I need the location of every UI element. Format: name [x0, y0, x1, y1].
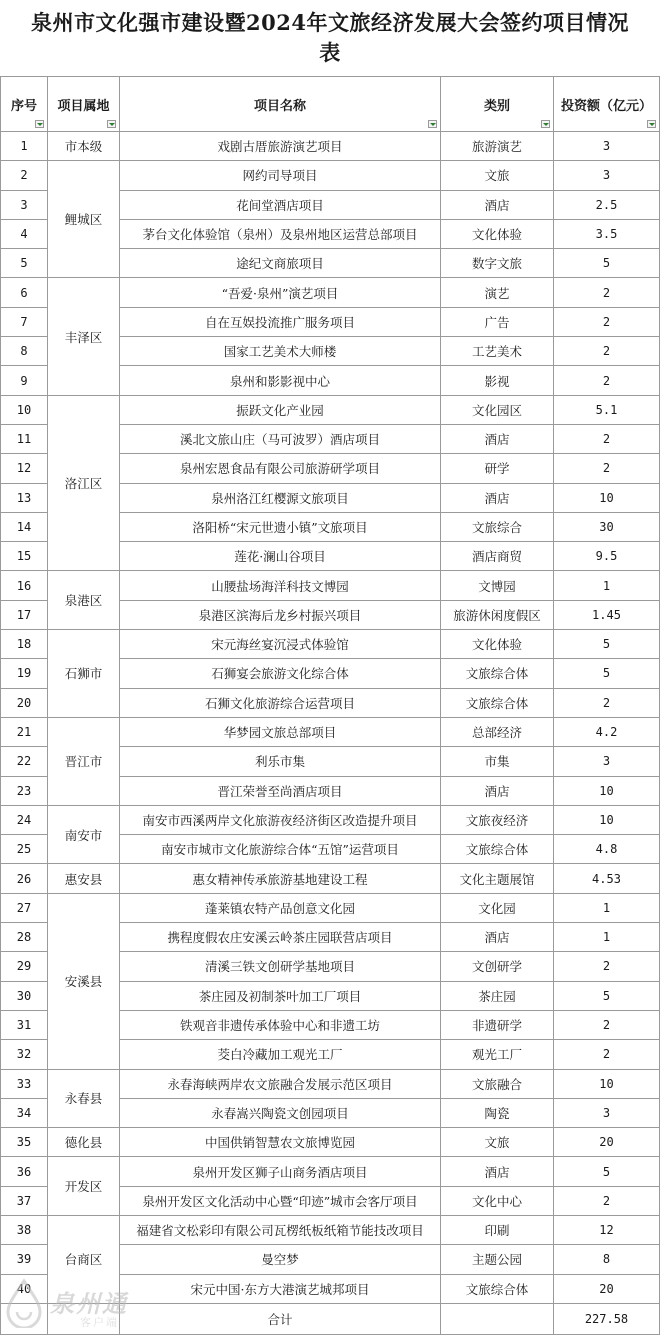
investment-amount: 1: [554, 571, 660, 600]
row-number: 21: [1, 717, 48, 746]
total-blank-cell: [48, 1303, 120, 1334]
project-type: 研学: [441, 454, 554, 483]
investment-amount: 1.45: [554, 600, 660, 629]
project-type: 文化主题展馆: [441, 864, 554, 893]
investment-amount: 1: [554, 893, 660, 922]
project-type: 酒店: [441, 483, 554, 512]
total-row: [1, 1303, 660, 1334]
row-number: 34: [1, 1098, 48, 1127]
row-number: 13: [1, 483, 48, 512]
row-number: 25: [1, 835, 48, 864]
district-cell: 惠安县: [48, 864, 120, 893]
row-number: 26: [1, 864, 48, 893]
project-type: 陶瓷: [441, 1098, 554, 1127]
header-type: 类别: [441, 77, 554, 132]
project-type: 文化园区: [441, 395, 554, 424]
row-number: 30: [1, 981, 48, 1010]
district-cell: 鲤城区: [48, 161, 120, 278]
district-cell: 晋江市: [48, 717, 120, 805]
header-no: 序号: [1, 77, 48, 132]
project-type: 茶庄园: [441, 981, 554, 1010]
investment-amount: 10: [554, 805, 660, 834]
project-type: 酒店: [441, 190, 554, 219]
district-cell: 德化县: [48, 1128, 120, 1157]
district-cell: 洛江区: [48, 395, 120, 571]
table-row: [1, 864, 660, 893]
row-number: 22: [1, 747, 48, 776]
row-number: 36: [1, 1157, 48, 1186]
table-body: [1, 132, 660, 1304]
investment-amount: 10: [554, 483, 660, 512]
project-name: 福建省文松彩印有限公司瓦楞纸板纸箱节能技改项目: [120, 1215, 441, 1244]
project-name: 宋元中国·东方大港演艺城邦项目: [120, 1274, 441, 1303]
district-cell: 泉港区: [48, 571, 120, 630]
investment-amount: 5.1: [554, 395, 660, 424]
row-number: 1: [1, 132, 48, 161]
table-row: [1, 1069, 660, 1098]
project-name: 泉港区滨海后龙乡村振兴项目: [120, 600, 441, 629]
project-type: 文旅综合体: [441, 688, 554, 717]
investment-amount: 3: [554, 1098, 660, 1127]
project-type: 印刷: [441, 1215, 554, 1244]
row-number: 17: [1, 600, 48, 629]
table-row: [1, 630, 660, 659]
project-name: 惠女精神传承旅游基地建设工程: [120, 864, 441, 893]
investment-amount: 4.53: [554, 864, 660, 893]
investment-amount: 3: [554, 161, 660, 190]
project-type: 旅游休闲度假区: [441, 600, 554, 629]
filter-dropdown-icon[interactable]: [428, 120, 437, 128]
project-name: 华梦园文旅总部项目: [120, 717, 441, 746]
project-name: 清溪三铁文创研学基地项目: [120, 952, 441, 981]
project-type: 演艺: [441, 278, 554, 307]
table-row: [1, 571, 660, 600]
project-table: [0, 76, 660, 1335]
project-type: 文旅融合: [441, 1069, 554, 1098]
investment-amount: 3: [554, 747, 660, 776]
investment-amount: 30: [554, 512, 660, 541]
row-number: 14: [1, 512, 48, 541]
project-name: 永春嵩兴陶瓷文创园项目: [120, 1098, 441, 1127]
project-type: 非遗研学: [441, 1010, 554, 1039]
project-type: 酒店商贸: [441, 542, 554, 571]
filter-dropdown-icon[interactable]: [541, 120, 550, 128]
table-row: [1, 1128, 660, 1157]
project-name: 自在互娱投流推广服务项目: [120, 307, 441, 336]
project-type: 市集: [441, 747, 554, 776]
row-number: 4: [1, 219, 48, 248]
filter-dropdown-icon[interactable]: [35, 120, 44, 128]
district-cell: 市本级: [48, 132, 120, 161]
investment-amount: 20: [554, 1274, 660, 1303]
total-blank-cell: [441, 1303, 554, 1334]
total-label: 合计: [120, 1303, 441, 1334]
project-name: 泉州宏恩食品有限公司旅游研学项目: [120, 454, 441, 483]
project-type: 文旅夜经济: [441, 805, 554, 834]
investment-amount: 20: [554, 1128, 660, 1157]
investment-amount: 10: [554, 1069, 660, 1098]
project-name: 铁观音非遗传承体验中心和非遗工坊: [120, 1010, 441, 1039]
investment-amount: 2: [554, 307, 660, 336]
row-number: 5: [1, 249, 48, 278]
project-type: 文化体验: [441, 219, 554, 248]
district-cell: 台商区: [48, 1215, 120, 1303]
table-row: [1, 1215, 660, 1244]
table-row: [1, 161, 660, 190]
total-amount: 227.58: [554, 1303, 660, 1334]
project-type: 文博园: [441, 571, 554, 600]
row-number: 37: [1, 1186, 48, 1215]
row-number: 18: [1, 630, 48, 659]
investment-amount: 2: [554, 337, 660, 366]
row-number: 10: [1, 395, 48, 424]
project-name: 泉州开发区文化活动中心暨“印迹”城市会客厅项目: [120, 1186, 441, 1215]
project-name: 泉州洛江红樱源文旅项目: [120, 483, 441, 512]
project-type: 影视: [441, 366, 554, 395]
project-name: 山腰盐场海洋科技文博园: [120, 571, 441, 600]
project-name: 曼空梦: [120, 1245, 441, 1274]
project-name: 溪北文旅山庄（马可波罗）酒店项目: [120, 424, 441, 453]
project-type: 文旅综合体: [441, 659, 554, 688]
investment-amount: 2: [554, 454, 660, 483]
investment-amount: 4.8: [554, 835, 660, 864]
investment-amount: 2: [554, 688, 660, 717]
row-number: 3: [1, 190, 48, 219]
district-cell: 石狮市: [48, 630, 120, 718]
row-number: 27: [1, 893, 48, 922]
project-type: 文旅综合: [441, 512, 554, 541]
project-name: 途纪文商旅项目: [120, 249, 441, 278]
row-number: 32: [1, 1040, 48, 1069]
project-name: 晋江荣誉至尚酒店项目: [120, 776, 441, 805]
project-type: 酒店: [441, 776, 554, 805]
header-amount: 投资额（亿元）: [554, 77, 660, 132]
investment-amount: 5: [554, 981, 660, 1010]
project-name: 石狮文化旅游综合运营项目: [120, 688, 441, 717]
investment-amount: 4.2: [554, 717, 660, 746]
project-name: “吾爱·泉州”演艺项目: [120, 278, 441, 307]
project-name: 利乐市集: [120, 747, 441, 776]
investment-amount: 2: [554, 1010, 660, 1039]
project-name: 茶庄园及初制茶叶加工厂项目: [120, 981, 441, 1010]
project-name: 宋元海丝宴沉浸式体验馆: [120, 630, 441, 659]
project-name: 戏剧古厝旅游演艺项目: [120, 132, 441, 161]
investment-amount: 2: [554, 366, 660, 395]
investment-amount: 3.5: [554, 219, 660, 248]
investment-amount: 5: [554, 249, 660, 278]
project-type: 文旅综合体: [441, 835, 554, 864]
row-number: 35: [1, 1128, 48, 1157]
investment-amount: 5: [554, 659, 660, 688]
row-number: 20: [1, 688, 48, 717]
row-number: 24: [1, 805, 48, 834]
project-name: 泉州开发区狮子山商务酒店项目: [120, 1157, 441, 1186]
project-type: 旅游演艺: [441, 132, 554, 161]
project-name: 泉州和影影视中心: [120, 366, 441, 395]
investment-amount: 12: [554, 1215, 660, 1244]
filter-dropdown-icon[interactable]: [107, 120, 116, 128]
investment-amount: 2.5: [554, 190, 660, 219]
district-cell: 永春县: [48, 1069, 120, 1128]
page-title: 泉州市文化强市建设暨2024年文旅经济发展大会签约项目情况表: [31, 9, 629, 65]
project-type: 文化园: [441, 893, 554, 922]
project-name: 南安市西溪两岸文化旅游夜经济街区改造提升项目: [120, 805, 441, 834]
investment-amount: 2: [554, 1040, 660, 1069]
row-number: 38: [1, 1215, 48, 1244]
project-type: 总部经济: [441, 717, 554, 746]
investment-amount: 2: [554, 952, 660, 981]
project-name: 石狮宴会旅游文化综合体: [120, 659, 441, 688]
table-row: [1, 1157, 660, 1186]
project-name: 花间堂酒店项目: [120, 190, 441, 219]
project-name: 网约司导项目: [120, 161, 441, 190]
row-number: 33: [1, 1069, 48, 1098]
investment-amount: 2: [554, 278, 660, 307]
filter-dropdown-icon[interactable]: [647, 120, 656, 128]
project-type: 数字文旅: [441, 249, 554, 278]
row-number: 9: [1, 366, 48, 395]
header-row: [1, 77, 660, 132]
project-type: 主题公园: [441, 1245, 554, 1274]
header-district: 项目属地: [48, 77, 120, 132]
row-number: 16: [1, 571, 48, 600]
project-type: 文化体验: [441, 630, 554, 659]
row-number: 31: [1, 1010, 48, 1039]
row-number: 6: [1, 278, 48, 307]
row-number: 2: [1, 161, 48, 190]
table-row: [1, 278, 660, 307]
row-number: 19: [1, 659, 48, 688]
district-cell: 开发区: [48, 1157, 120, 1216]
project-name: 蓬莱镇农特产品创意文化园: [120, 893, 441, 922]
table-row: [1, 395, 660, 424]
investment-amount: 10: [554, 776, 660, 805]
watermark-text: 泉州通: [50, 1289, 128, 1318]
project-name: 永春海峡两岸农文旅融合发展示范区项目: [120, 1069, 441, 1098]
table-row: [1, 132, 660, 161]
project-name: 南安市城市文化旅游综合体“五馆”运营项目: [120, 835, 441, 864]
project-name: 中国供销智慧农文旅博览园: [120, 1128, 441, 1157]
district-cell: 南安市: [48, 805, 120, 864]
project-type: 文创研学: [441, 952, 554, 981]
investment-amount: 9.5: [554, 542, 660, 571]
watermark-subtext: 客户端: [80, 1316, 119, 1329]
investment-amount: 2: [554, 1186, 660, 1215]
investment-amount: 8: [554, 1245, 660, 1274]
investment-amount: 5: [554, 1157, 660, 1186]
row-number: 15: [1, 542, 48, 571]
project-type: 广告: [441, 307, 554, 336]
project-name: 携程度假农庄安溪云岭茶庄园联营店项目: [120, 923, 441, 952]
project-name: 国家工艺美术大师楼: [120, 337, 441, 366]
investment-amount: 1: [554, 923, 660, 952]
row-number: 28: [1, 923, 48, 952]
row-number: 39: [1, 1245, 48, 1274]
project-name: 茭白冷藏加工观光工厂: [120, 1040, 441, 1069]
project-name: 振跃文化产业园: [120, 395, 441, 424]
district-cell: 丰泽区: [48, 278, 120, 395]
project-name: 茅台文化体验馆（泉州）及泉州地区运营总部项目: [120, 219, 441, 248]
project-type: 文化中心: [441, 1186, 554, 1215]
row-number: 8: [1, 337, 48, 366]
project-type: 酒店: [441, 923, 554, 952]
project-name: 洛阳桥“宋元世遗小镇”文旅项目: [120, 512, 441, 541]
project-type: 观光工厂: [441, 1040, 554, 1069]
project-type: 文旅: [441, 161, 554, 190]
project-type: 工艺美术: [441, 337, 554, 366]
header-name: 项目名称: [120, 77, 441, 132]
investment-amount: 5: [554, 630, 660, 659]
row-number: 7: [1, 307, 48, 336]
table-row: [1, 717, 660, 746]
project-type: 文旅综合体: [441, 1274, 554, 1303]
project-type: 文旅: [441, 1128, 554, 1157]
district-cell: 安溪县: [48, 893, 120, 1069]
row-number: 29: [1, 952, 48, 981]
row-number: 12: [1, 454, 48, 483]
table-row: [1, 893, 660, 922]
project-type: 酒店: [441, 424, 554, 453]
row-number: 11: [1, 424, 48, 453]
project-name: 莲花·澜山谷项目: [120, 542, 441, 571]
row-number: 23: [1, 776, 48, 805]
project-type: 酒店: [441, 1157, 554, 1186]
investment-amount: 3: [554, 132, 660, 161]
row-number: 40: [1, 1274, 48, 1303]
total-blank-cell: [1, 1303, 48, 1334]
investment-amount: 2: [554, 424, 660, 453]
table-row: [1, 805, 660, 834]
